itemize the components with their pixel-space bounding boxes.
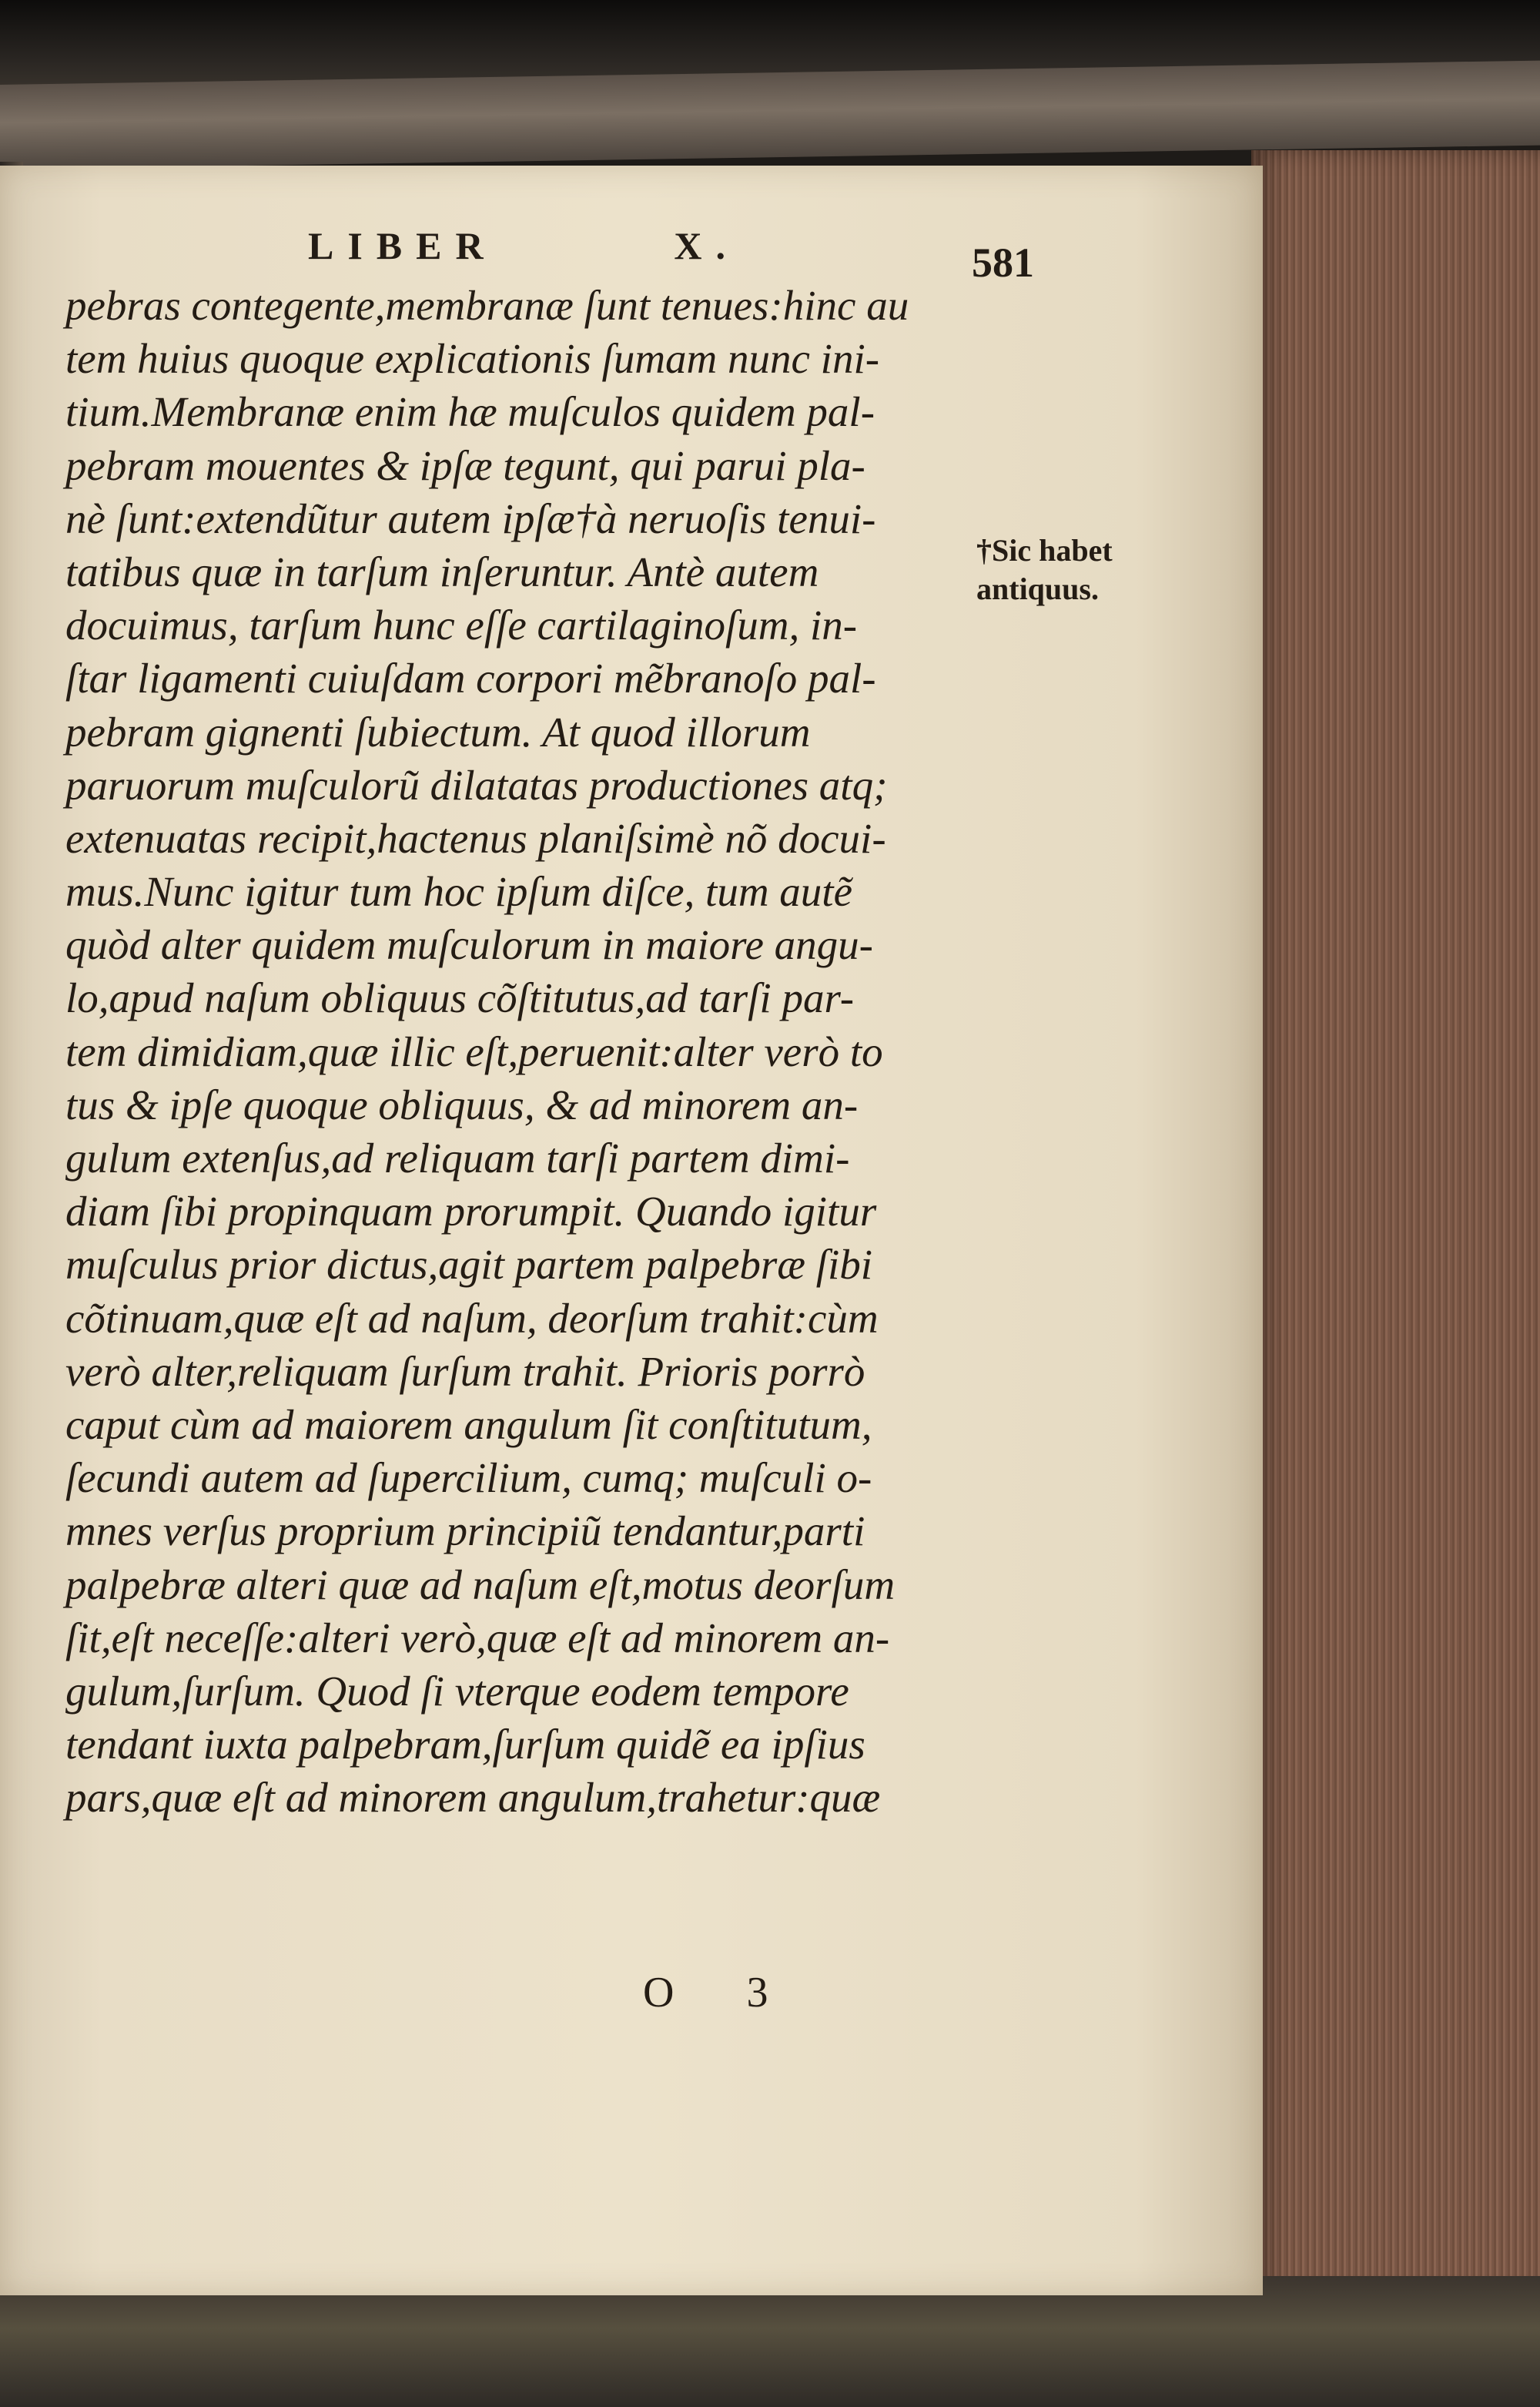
text-line: extenuatas recipit,hactenus planiſsimè nõ docui- [65, 814, 886, 862]
margin-note-line: antiquus. [976, 572, 1099, 606]
margin-note-line: †Sic habet [976, 533, 1113, 568]
text-line: pars,quæ eſt ad minorem angulum,trahetur:quæ [65, 1774, 881, 1822]
text-line: docuimus, tarſum hunc eſſe cartilaginoſum, in- [65, 602, 858, 649]
text-line: tem huius quoque explicationis ſumam nunc ini- [65, 335, 880, 383]
text-line: caput cùm ad maiorem angulum ſit conſtitutum, [65, 1400, 872, 1448]
text-line: palpebræ alteri quæ ad naſum eſt,motus deorſum [65, 1561, 896, 1608]
text-line: ſit,eſt neceſſe:alteri verò,quæ eſt ad minorem an- [65, 1614, 890, 1661]
page-number: 581 [972, 240, 1034, 286]
text-line: diam ſibi propinquam prorumpit. Quando igitur [65, 1188, 877, 1235]
running-head-right: X. [674, 224, 739, 267]
running-head-left: LIBER [308, 224, 497, 267]
text-line: tium.Membranæ enim hæ muſculos quidem pal- [65, 388, 875, 436]
text-line: paruorum muſculorũ dilatatas productiones atq; [65, 761, 888, 809]
text-line: cõtinuam,quæ eſt ad naſum, deorſum trahit:cùm [65, 1294, 879, 1342]
signature-mark: O 3 [643, 1969, 799, 2016]
text-line: pebram mouentes & ipſæ tegunt, qui parui pla- [65, 441, 865, 489]
body-text [65, 279, 974, 1824]
text-line: tendant iuxta palpebram,ſurſum quidẽ ea ipſius [65, 1721, 865, 1768]
book-page-edges [1251, 150, 1540, 2299]
book-cover-bottom [0, 2276, 1540, 2407]
margin-note [976, 531, 1177, 608]
text-line: quòd alter quidem muſculorum in maiore angu- [65, 921, 873, 969]
text-line: ſecundi autem ad ſupercilium, cumq; muſculi o- [65, 1454, 872, 1502]
text-line: tatibus quæ in tarſum inſeruntur. Antè autem [65, 548, 819, 595]
text-line: gulum extenſus,ad reliquam tarſi partem dimi- [65, 1135, 850, 1182]
text-line: pebram gignenti ſubiectum. At quod illorum [65, 708, 811, 756]
running-head [308, 223, 739, 268]
text-line: muſculus prior dictus,agit partem palpebræ ſibi [65, 1241, 873, 1289]
text-line: verò alter,reliquam ſurſum trahit. Prioris porrò [65, 1347, 865, 1395]
text-line: tus & ipſe quoque obliquus, & ad minorem an- [65, 1081, 859, 1128]
text-line: tem dimidiam,quæ illic eſt,peruenit:alter verò to [65, 1028, 883, 1075]
text-line: lo,apud naſum obliquus cõſtitutus,ad tarſi par- [65, 974, 855, 1022]
text-line: mnes verſus proprium principiũ tendantur,parti [65, 1507, 865, 1555]
text-line: gulum,ſurſum. Quod ſi vterque eodem tempore [65, 1667, 849, 1715]
text-line: mus.Nunc igitur tum hoc ipſum diſce, tum autẽ [65, 868, 852, 916]
text-line: nè ſunt:extendũtur autem ipſæ†à neruoſis tenui- [65, 494, 876, 542]
text-line: pebras contegente,membranæ ſunt tenues:hinc au [65, 282, 909, 329]
text-line: ſtar ligamenti cuiuſdam corpori mẽbranoſo pal- [65, 655, 876, 702]
